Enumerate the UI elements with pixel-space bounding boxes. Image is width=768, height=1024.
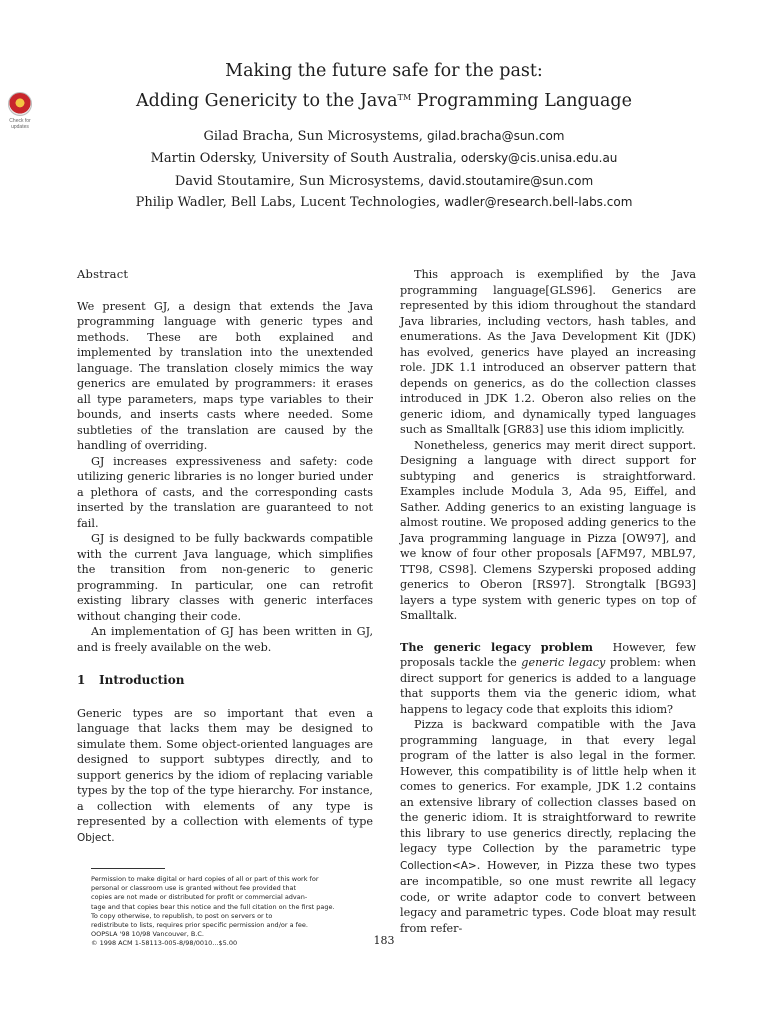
abstract-paragraph: An implementation of GJ has been written in GJ, and is freely available on the web. [77,625,373,654]
footnote-line: redistribute to lists, requires prior specific permission and/or a fee. [91,921,308,930]
code-object: Object. [77,831,115,844]
body-text: However, few proposals tackle the [400,640,696,669]
footnote-line: tage and that copies bear this notice and the full citation on the first page. [91,902,335,911]
author-3 [0,171,768,192]
footnote-divider [91,868,165,869]
paper-title-line-2 [0,86,768,113]
body-text: problem: when direct support for generics is added to a language that supports them via the generic idiom, what happens to legacy code that exploits this idiom? [400,656,696,716]
body-text: Pizza is backward compatible with the Java programming language, in that every legal program of the latter is also legal in the former. However, this compatibility is of little help when it comes to generics. For example, JDK 1.2 contains an extensive library of collection classes based on the generic idiom. It is straightforward to rewrite this library to use generics directly, replacing the legacy type [400,718,696,855]
body-paragraph: This approach is exemplified by the Java programming language[GLS96]. Generics are represented by this idiom throughout the standard Java libraries, including vectors, hash tables, and enumerations. As the Java Development Kit (JDK) has evolved, generics have played an increasing role. JDK 1.1 introduced an observer pattern that depends on generics, as do the collection classes introduced in JDK 1.2. Oberon also relies on the generic idiom, and dynamically typed languages such as Smalltalk [GR83] use this idiom implicitly. [400,268,696,436]
body-text: . However, in Pizza these two types are incompatible, so one must rewrite all legacy code, or write adaptor code to convert between legacy and parametric types. Code bloat may result from refer- [400,858,696,935]
paragraph-gap [400,624,696,640]
body-text: by the parametric type [534,842,696,855]
author-email[interactable]: odersky@cis.unisa.edu.au [460,151,618,165]
body-paragraph [400,717,696,936]
code-collection: Collection [482,843,535,855]
introduction-paragraph [77,706,373,847]
author-4 [0,192,768,213]
author-email[interactable]: wadler@research.bell-labs.com [444,195,633,209]
paragraph-heading: The generic legacy problem [400,639,594,654]
emphasis-text: generic legacy [521,656,606,669]
author-name: David Stoutamire, Sun Microsystems, [174,174,429,189]
author-name: Martin Odersky, University of South Australia, [150,151,461,166]
footnote-line: copies are not made or distributed for profit or commercial advan- [91,893,308,902]
code-collection-generic: Collection<A> [400,859,477,872]
abstract-paragraph: We present GJ, a design that extends the Java programming language with generic types and methods. These are both explained and implemented by translation into the unextended language. The translation closely mimics the way generics are emulated by programmers: it erases all type parameters, maps type variables to their bounds, and inserts casts where needed. Some subtleties of the translation are caused by the handling of overriding. [77,299,373,452]
author-2 [0,148,768,169]
abstract-heading: Abstract [77,267,129,281]
author-email[interactable]: david.stoutamire@sun.com [428,174,594,188]
paper-title-line-1: Making the future safe for the past: [225,61,543,81]
introduction-text: Generic types are so important that even a language that lacks them may be designed to simulate them. Some object-oriented languages are designed to support subtypes directly, and to support generics by the idiom of replacing variable types by the top of the type hierarchy. For instance, a collection with elements of any type is represented by a collection with elements of type [77,706,373,828]
abstract-paragraph: GJ increases expressiveness and safety: code utilizing generic libraries is no longer buried under a plethora of casts, and the corresponding casts inserted by the translation are guaranteed to not fail. [77,454,373,530]
page-number: 183 [373,934,395,947]
section-title: Introduction [99,673,185,687]
right-column [400,267,696,936]
footnote-line: personal or classroom use is granted without fee provided that [91,884,296,893]
footnote-line: OOPSLA '98 10/98 Vancouver, B.C. [91,930,204,939]
footnote-line: © 1998 ACM 1-58113-005-8/98/0010...$5.00 [91,939,238,948]
legacy-problem-paragraph [400,640,696,718]
badge-text: Check for updates [9,118,31,130]
author-name: Gilad Bracha, Sun Microsystems, [203,129,428,144]
author-name: Philip Wadler, Bell Labs, Lucent Technologies, [135,195,445,210]
section-number: 1 [77,673,86,687]
footnote-line: To copy otherwise, to republish, to post on servers or to [91,911,273,920]
title-text-end: Programming Language [411,91,632,111]
author-1 [0,126,768,147]
left-column [77,267,373,949]
abstract-paragraph: GJ is designed to be fully backwards compatible with the current Java language, which simplifies the transition from non-generic to generic programming. In particular, one can retrofit existing library classes with generic interfaces without changing their code. [77,532,373,623]
title-text: Adding Genericity to the Java [136,91,398,111]
footnote-line: Permission to make digital or hard copies of all or part of this work for [91,875,319,883]
author-email[interactable]: gilad.bracha@sun.com [427,129,565,143]
section-heading-introduction [77,673,373,689]
body-paragraph: Nonetheless, generics may merit direct support. Designing a language with direct support for subtyping and generics is straightforward. Examples include Modula 3, Ada 95, Eiffel, and Sather. Adding generics to an existing language is almost routine. We proposed adding generics to the Java programming language in Pizza [OW97], and we know of four other proposals [AFM97, MBL97, TT98, CS98]. Clemens Szyperski proposed adding generics to Oberon [RS97]. Strongtalk [BG93] layers a type system with generic types on top of Smalltalk. [400,438,696,622]
trademark-sup: TM [397,93,412,102]
